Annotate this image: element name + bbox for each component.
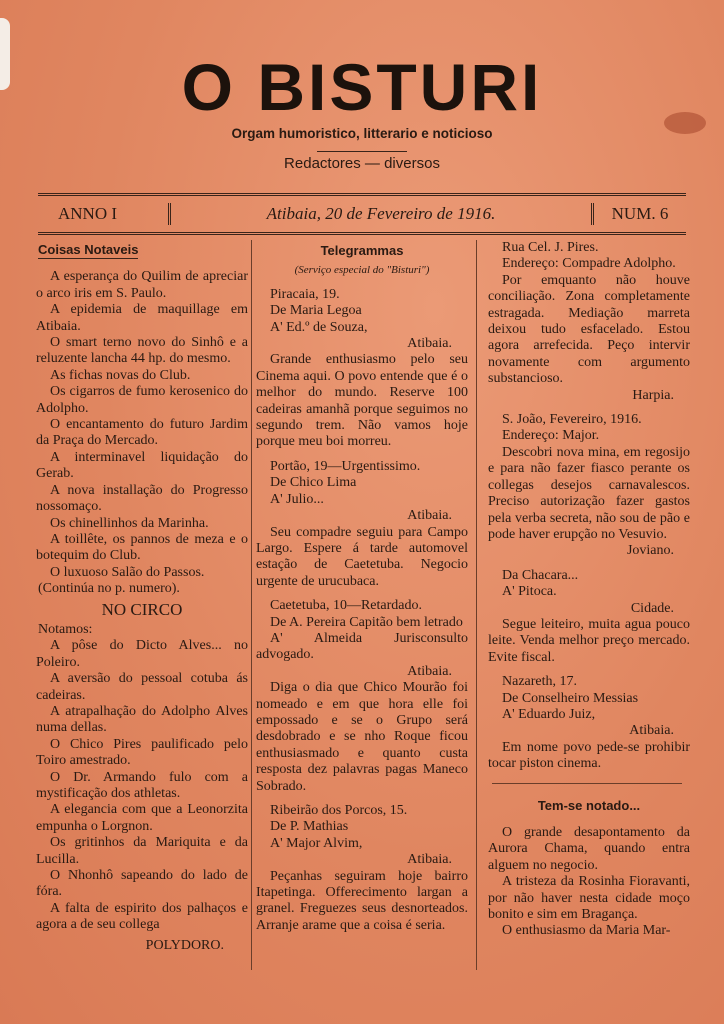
list-item: Os cigarros de fumo kerosenico do Adolpho.: [36, 384, 248, 416]
list-item: A toillête, os pannos de meza e o botequim do Club.: [36, 531, 248, 564]
dateline-bar: [38, 193, 686, 235]
telegram-place: Atibaia.: [407, 852, 452, 868]
telegram-origin: S. João, Fevereiro, 1916.: [502, 412, 642, 428]
columns: [36, 240, 690, 1012]
telegram-origin: Portão, 19—Urgentissimo.: [270, 458, 421, 474]
telegram-address: Endereço: Major.: [502, 428, 600, 444]
column-right: [488, 240, 690, 940]
telegram-body: Descobri nova mina, em regosijo e para não fazer fiasco perante os collegas desejos carnavalescos. Preciso autorização fazer gastos pela verba secreta, não sou de pão e pode haver erupção no Vesuvio.: [488, 444, 690, 542]
list-item: O encantamento do futuro Jardim da Praça do Mercado.: [36, 417, 248, 449]
author-signature: POLYDORO.: [145, 937, 224, 953]
telegram-from: De A. Pereira Capitão bem letrado: [270, 614, 463, 630]
column-middle: [256, 240, 468, 934]
section-subheading: (Serviço especial do "Bisturi"): [294, 264, 430, 277]
list-item: A esperança do Quilim de apreciar o arco iris em S. Paulo.: [36, 269, 248, 301]
telegram-to: A' Julio...: [270, 491, 324, 507]
telegram-origin: Caetetuba, 10—Retardado.: [270, 598, 423, 614]
section-heading: Telegrammas: [320, 243, 404, 258]
telegram-body: Peçanhas seguiram hoje bairro Itapetinga. Offerecimento largan a granel. Freguezes seus desnorteados. Arranje arame que a coisa é seria.: [256, 868, 468, 933]
telegram-signature: Joviano.: [626, 543, 674, 559]
telegram-origin: Da Chacara...: [502, 567, 579, 583]
issue-number: NUM. 6: [591, 203, 686, 225]
list-item: Os gritinhos da Mariquita e da Lucilla.: [36, 835, 248, 867]
list-item: O Chico Pires paulificado pelo Toiro amestrado.: [36, 736, 248, 769]
telegram-body: Por emquanto não houve conciliação. Zona completamente estragada. Mediação marreta deixou tudo esfacelado. Estou agora arrefecida. Peço intervir novamente com argumento substancioso.: [488, 272, 690, 387]
telegram-body: Segue leiteiro, muita agua pouco leite. Venda melhor preço mercado. Evite fiscal.: [488, 616, 690, 665]
list-item: O grande desapontamento da Aurora Chama, quando entra alguem no negocio.: [488, 825, 690, 873]
telegram-to: A' Almeida Jurisconsulto advogado.: [256, 630, 468, 663]
list-item: O luxuoso Salão do Passos.: [50, 564, 205, 580]
telegram-from: De Conselheiro Messias: [502, 690, 639, 706]
editors-line: Redactores — diversos: [0, 151, 724, 172]
list-item: Os chinellinhos da Marinha.: [50, 515, 209, 531]
column-divider: [251, 240, 253, 970]
telegram-from: De Chico Lima: [270, 475, 357, 491]
column-divider: [476, 240, 478, 970]
list-item: O Dr. Armando fulo com a mystificação dos athletas.: [36, 769, 248, 801]
section-heading: Tem-se notado...: [537, 797, 641, 813]
list-item: O smart terno novo do Sinhô e a reluzente lancha 44 hp. do mesmo.: [36, 335, 248, 367]
list-item: As fichas novas do Club.: [50, 367, 191, 383]
section-divider: [492, 783, 682, 784]
list-item: O enthusiasmo da Maria Mar-: [502, 923, 671, 939]
telegram-origin: Rua Cel. J. Pires.: [502, 240, 599, 255]
newspaper-title: O BISTURI: [181, 50, 543, 124]
telegram-origin: Piracaia, 19.: [270, 286, 340, 302]
telegram-origin: Nazareth, 17.: [502, 674, 578, 690]
masthead: [0, 52, 724, 172]
list-item: A interminavel liquidação do Gerab.: [36, 449, 248, 482]
telegram-signature: Harpia.: [632, 387, 674, 403]
continued-note: (Continúa no p. numero).: [38, 581, 180, 597]
telegram-from: De Maria Legoa: [270, 303, 362, 319]
issue-year: ANNO I: [38, 203, 171, 225]
telegram-origin: Ribeirão dos Porcos, 15.: [270, 803, 408, 818]
telegram-to: A' Major Alvim,: [270, 835, 363, 851]
list-item: A aversão do pessoal cotuba ás cadeiras.: [36, 671, 248, 703]
telegram-place: Cidade.: [630, 600, 674, 616]
list-item: A pôse do Dicto Alves... no Poleiro.: [36, 638, 248, 670]
telegram-body: Em nome povo pede-se prohibir tocar piston cinema.: [488, 739, 690, 772]
telegram-address: Endereço: Compadre Adolpho.: [502, 256, 676, 272]
list-item: A epidemia de maquillage em Atibaia.: [36, 302, 248, 334]
telegram-place: Atibaia.: [407, 663, 452, 679]
section-heading: NO CIRCO: [101, 599, 183, 619]
section-heading: Coisas Notaveis: [38, 242, 138, 259]
telegram-from: De P. Mathias: [270, 819, 349, 835]
list-item: A atrapalhação do Adolpho Alves numa dellas.: [36, 703, 248, 736]
list-item: A nova installação do Progresso nossomaço.: [36, 482, 248, 515]
issue-date: Atibaia, 20 de Fevereiro de 1916.: [266, 204, 496, 223]
list-item: A tristeza da Rosinha Fioravanti, por não haver nesta cidade moço bonito e sim em Bragança.: [488, 874, 690, 923]
telegram-place: Atibaia.: [629, 723, 674, 739]
telegram-body: Seu compadre seguiu para Campo Largo. Espere á tarde automovel estação de Caetetuba. Negocio urgente de urucubaca.: [256, 524, 468, 589]
newspaper-subtitle: Orgam humoristico, litterario e noticioso: [231, 126, 493, 141]
list-item: A elegancia com que a Leonorzita empunha o Lorgnon.: [36, 802, 248, 834]
telegram-place: Atibaia.: [407, 508, 452, 524]
list-item: O Nhonhô sapeando do lado de fóra.: [36, 868, 248, 900]
telegram-body: Grande enthusiasmo pelo seu Cinema aqui. O povo entende que é o melhor do mundo. Reserve 100 cadeiras amanhã porque seguimos no segundo trem. Não vamos hoje porque meu boi morreu.: [256, 352, 468, 450]
telegram-to: A' Ed.º de Souza,: [270, 319, 368, 335]
telegram-place: Atibaia.: [407, 336, 452, 352]
telegram-to: A' Pitoca.: [502, 584, 557, 600]
intro-line: Notamos:: [38, 621, 93, 637]
telegram-body: Diga o dia que Chico Mourão foi nomeado e em que hora elle foi empossado e se o Grupo será desdobrado e se nho Roque ficou enthusiasmado e quanto custa resposta dez palavras pagas Maneco Sobrado.: [256, 680, 468, 794]
list-item: A falta de espirito dos palhaços e agora a de seu collega: [36, 900, 248, 933]
telegram-to: A' Eduardo Juiz,: [502, 706, 596, 722]
column-left: [36, 240, 248, 954]
